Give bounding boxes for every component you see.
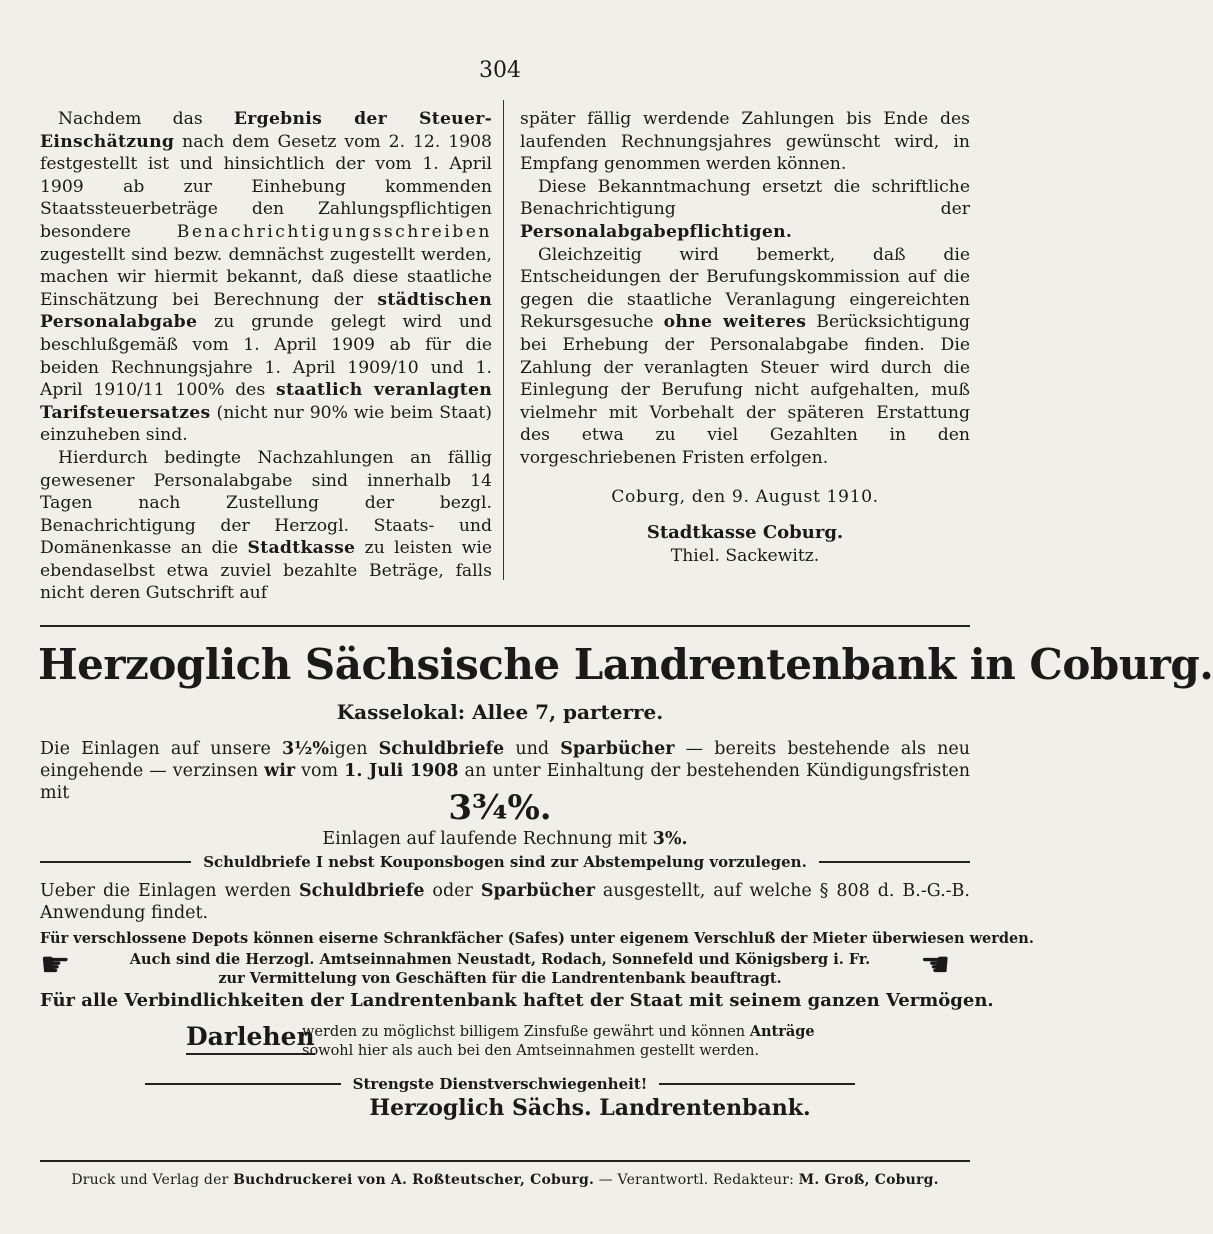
right-paragraph-2	[520, 176, 970, 244]
text: Die Einlagen auf unsere	[40, 739, 282, 759]
bold-phrase: städtischen Personalabgabe	[40, 289, 492, 333]
right-paragraph-3	[520, 244, 970, 470]
text: Druck und Verlag der	[71, 1172, 234, 1188]
text: ausgestellt, auf welche § 808 d. B.-G.-B. Anwendung findet.	[40, 881, 970, 923]
left-paragraph-1	[40, 108, 492, 447]
bold-phrase: wir	[264, 761, 296, 781]
left-column	[40, 108, 492, 605]
signature-names: Thiel. Sackewitz.	[670, 545, 820, 566]
bold-phrase: Schuldbriefe	[298, 881, 425, 901]
rule-left	[145, 1083, 341, 1085]
section-divider	[40, 625, 970, 627]
text: sowohl hier als auch bei den Amtseinnahmen gestellt werden.	[302, 1043, 760, 1059]
agencies-line-2: zur Vermittelung von Geschäften für die Landrentenbank beauftragt.	[218, 970, 782, 987]
text: werden zu möglichst billigem Zinsfuße gewährt und können	[302, 1024, 750, 1040]
loans-heading: Darlehen	[186, 1022, 315, 1055]
liability-statement: Für alle Verbindlichkeiten der Landrentenbank haftet der Staat mit seinem ganzen Vermögen.	[40, 990, 994, 1011]
editor-name: M. Groß, Coburg.	[798, 1172, 939, 1188]
bold-phrase: 1. Juli 1908	[344, 761, 459, 781]
bold-phrase: Sparbücher	[480, 881, 595, 901]
bank-ad-title: Herzoglich Sächsische Landrentenbank in Coburg.	[38, 640, 1213, 689]
discretion-row	[145, 1075, 855, 1093]
signature-org: Stadtkasse Coburg.	[646, 522, 844, 544]
loans-text	[302, 1022, 842, 1061]
pointing-hand-icon: ☛	[40, 945, 71, 985]
printer-name: Buchdruckerei von A. Roßteutscher, Coburg.	[233, 1172, 595, 1188]
text: Hierdurch bedingte Nachzahlungen an fällig gewesener Personalabgabe sind innerhalb 14 Tagen nach Zustellung der bezgl. Benachrichtigung der Herzogl. Staats- und Domänenkasse an die	[40, 447, 492, 559]
text: zugestellt sind bezw. demnächst zugestellt werden, machen wir hiermit bekannt, daß diese staatliche Einschätzung bei Berechnung der	[40, 244, 492, 310]
bank-signature: Herzoglich Sächs. Landrentenbank.	[369, 1095, 811, 1121]
coupon-note-row	[40, 853, 970, 871]
bold-phrase: Stadtkasse	[247, 538, 356, 559]
bonds-text	[40, 880, 970, 924]
text: Ueber die Einlagen werden	[40, 881, 299, 901]
text: — Verantwortl. Redakteur:	[594, 1172, 799, 1188]
bold-phrase: 3%.	[652, 829, 688, 849]
coupon-note: Schuldbriefe I nebst Kouponsbogen sind zur Abstempelung vorzulegen.	[203, 853, 807, 871]
text: nach dem Gesetz vom 2. 12. 1908 festgestellt ist und hinsichtlich der vom 1. April 1909 ab zur Einhebung kommenden Staatssteuerbeträge den Zahlungspflichtigen besondere	[40, 131, 492, 242]
new-rate: 3¾%.	[448, 788, 552, 828]
agencies-note	[100, 950, 900, 988]
text: zu grunde gelegt wird und beschlußgemäß vom 1. April 1909 ab für die beiden Rechnungsjahre 1. April 1909/10 und 1. April 1910/11 100% des	[40, 312, 492, 401]
bold-phrase: Ergebnis der Steuer-Einschätzung	[40, 109, 492, 152]
text: oder	[424, 881, 481, 901]
text: an unter Einhaltung der bestehenden Kündigungsfristen mit	[40, 761, 971, 803]
bold-phrase: Personalabgabepflichtigen.	[520, 221, 793, 242]
right-paragraph-1: später fällig werdende Zahlungen bis Ende des laufenden Rechnungsjahres gewünscht wird, in Empfang genommen werden können.	[520, 109, 970, 175]
footer-divider	[40, 1160, 970, 1162]
text: — bereits bestehende als neu eingehende — verzinsen	[40, 739, 971, 781]
rule-left	[40, 861, 191, 863]
text: igen	[329, 739, 379, 759]
bold-phrase: Schuldbriefe	[378, 739, 505, 759]
column-divider	[503, 100, 504, 580]
text: zu leisten wie ebendaselbst etwa zuviel bezahlte Beträge, falls nicht deren Gutschrift auf	[40, 538, 492, 604]
text: Gleichzeitig wird bemerkt, daß die Entscheidungen der Berufungskommission auf die gegen die staatliche Veranlagung eingereichten Rekursgesuche	[520, 244, 970, 333]
bold-phrase: Anträge	[749, 1023, 815, 1040]
text: Diese Bekanntmachung ersetzt die schriftliche Benachrichtigung der	[520, 176, 970, 220]
bank-ad-subtitle: Kasselokal: Allee 7, parterre.	[336, 700, 664, 724]
rule-right	[659, 1083, 855, 1085]
bold-phrase: Sparbücher	[560, 739, 675, 759]
rule-right	[819, 861, 970, 863]
current-account-text	[40, 828, 970, 850]
bold-phrase: staatlich veranlagten Tarifsteuersatzes	[40, 380, 493, 423]
agencies-line-1: Auch sind die Herzogl. Amtseinnahmen Neustadt, Rodach, Sonnefeld und Königsberg i. Fr.	[129, 951, 871, 968]
page-number: 304	[479, 58, 521, 83]
imprint	[40, 1172, 970, 1188]
text: (nicht nur 90% wie beim Staat) einzuheben sind.	[40, 402, 492, 446]
deposit-note: Für verschlossene Depots können eiserne Schrankfächer (Safes) unter eigenem Verschluß der Mieter überwiesen werden.	[40, 930, 1034, 947]
discretion-note: Strengste Dienstverschwiegenheit!	[352, 1075, 648, 1093]
old-rate: 3½%	[281, 739, 330, 759]
left-paragraph-2	[40, 447, 492, 605]
bold-phrase: ohne weiteres	[663, 312, 807, 333]
text: und	[504, 739, 561, 759]
pointing-hand-icon: ☛	[920, 945, 951, 985]
text: vom	[295, 761, 345, 781]
place-date: Coburg, den 9. August 1910.	[611, 486, 879, 507]
text: Nachdem das	[58, 109, 234, 129]
spaced-word: Benachrichtigungsschreiben	[176, 221, 492, 242]
right-column	[520, 108, 970, 567]
text: Berücksichtigung bei Erhebung der Personalabgabe finden. Die Zahlung der veranlagten Steuer wird durch die Einlegung der Berufung nicht aufgehalten, muß vielmehr mit Vorbehalt der späteren Erstattung des etwa zu viel Gezahlten in den vorgeschriebenen Fristen erfolgen.	[520, 312, 970, 468]
text: Einlagen auf laufende Rechnung mit	[322, 829, 653, 849]
